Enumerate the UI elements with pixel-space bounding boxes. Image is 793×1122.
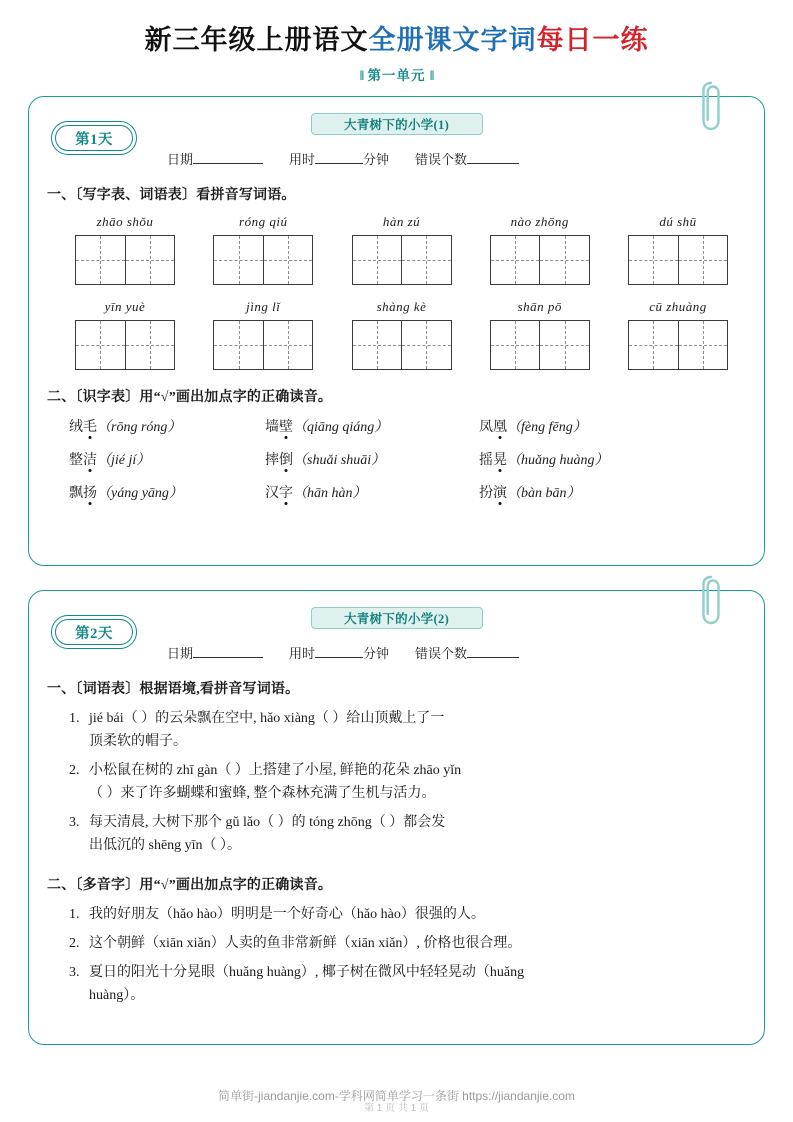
errors-label-1: 错误个数 <box>415 152 468 167</box>
reading-choice-grid <box>47 416 746 502</box>
context-fill-list <box>47 707 746 858</box>
pinyin-label: hàn zú <box>382 214 421 229</box>
time-field-2[interactable] <box>289 643 389 662</box>
section-bracket-1-2: 〔识字表〕 <box>75 390 140 405</box>
day-badge-label-2: 第2天 <box>55 619 133 645</box>
unit-bar-left-icon: ‖ <box>359 68 364 83</box>
pinyin-cell <box>203 299 323 370</box>
choice-word-dotted: 壁 <box>279 420 293 435</box>
pinyin-label: róng qiú <box>239 214 288 229</box>
section-text-2-2: 用“√”画出加点字的正确读音。 <box>139 877 333 893</box>
section-heading-1-2 <box>47 386 746 406</box>
date-field-2[interactable] <box>167 643 263 662</box>
question-item[interactable] <box>69 903 746 926</box>
choice-item[interactable] <box>479 482 746 502</box>
time-blank-2[interactable] <box>315 645 363 658</box>
choice-options[interactable]: （rōng róng） <box>97 420 182 435</box>
day-badge-2 <box>51 615 137 649</box>
question-number: 1. <box>69 906 80 922</box>
date-blank-1[interactable] <box>193 151 263 164</box>
question-line-2: huàng）。 <box>89 987 145 1003</box>
pinyin-cell <box>618 299 738 370</box>
choice-options[interactable]: （jié jí） <box>97 453 151 468</box>
errors-blank-2[interactable] <box>467 645 519 658</box>
choice-item[interactable] <box>265 482 479 502</box>
pinyin-cell <box>480 214 600 285</box>
lesson-title-pill-2: 大青树下的小学(2) <box>311 607 483 629</box>
choice-word-dotted: 字 <box>279 486 293 501</box>
pinyin-cell <box>342 299 462 370</box>
date-label-2: 日期 <box>167 646 194 661</box>
day-badge-label-1: 第1天 <box>55 125 133 151</box>
page-title <box>0 18 793 57</box>
question-item[interactable] <box>69 932 746 955</box>
meta-row-1 <box>47 149 746 168</box>
section-text-2-1: 根据语境,看拼音写词语。 <box>139 682 300 697</box>
choice-word-dotted: 洁 <box>83 453 97 468</box>
question-number: 3. <box>69 815 80 831</box>
choice-word-dotted: 扬 <box>83 486 97 501</box>
tianzige-box[interactable] <box>490 320 590 370</box>
tianzige-box[interactable] <box>75 235 175 285</box>
section-bracket-2-1: 〔词语表〕 <box>75 682 140 697</box>
tianzige-box[interactable] <box>213 235 313 285</box>
question-line-2: 出低沉的 shēng yīn（ ）。 <box>89 838 242 854</box>
unit-heading <box>0 64 793 84</box>
time-label-2: 用时 <box>289 646 316 661</box>
question-item[interactable] <box>69 707 746 753</box>
pinyin-label: dú shū <box>659 214 697 229</box>
question-line-1: 夏日的阳光十分晃眼（huǎng huàng）, 椰子树在微风中轻轻晃动（huǎng <box>89 964 525 980</box>
footer-watermark: 简单街-jiandanjie.com-学科网简单学习一条街 https://jiandanjie.com <box>218 1089 575 1103</box>
time-label-1: 用时 <box>289 152 316 167</box>
section-text-1-1: 看拼音写词语。 <box>196 188 296 203</box>
pinyin-cell <box>480 299 600 370</box>
question-line-2: （ ）来了许多蝴蝶和蜜蜂, 整个森林充满了生机与活力。 <box>89 786 436 802</box>
minute-label-2: 分钟 <box>363 646 390 661</box>
choice-item[interactable] <box>69 482 265 502</box>
meta-row-2 <box>47 643 746 662</box>
question-item[interactable] <box>69 961 746 1007</box>
choice-word: 整 <box>69 453 83 468</box>
choice-item[interactable] <box>69 416 265 436</box>
time-blank-1[interactable] <box>315 151 363 164</box>
question-body: 我的好朋友（hǎo hào）明明是一个好奇心（hǎo hào）很强的人。 <box>89 906 485 922</box>
pinyin-cell <box>65 214 185 285</box>
date-field-1[interactable] <box>167 149 263 168</box>
pinyin-label: shān pō <box>517 299 562 314</box>
pinyin-label: zhāo shǒu <box>96 214 154 229</box>
date-label-1: 日期 <box>167 152 194 167</box>
question-body: 这个朝鲜（xiān xiǎn）人卖的鱼非常新鲜（xiān xiǎn）, 价格也很合理。 <box>89 935 522 951</box>
tianzige-box[interactable] <box>75 320 175 370</box>
question-body <box>89 707 746 753</box>
section-index-2-1: 一、 <box>47 682 76 697</box>
pinyin-label: nào zhōng <box>510 214 569 229</box>
time-field-1[interactable] <box>289 149 389 168</box>
question-number: 1. <box>69 711 80 726</box>
minute-label-1: 分钟 <box>363 152 390 167</box>
pinyin-label: shàng kè <box>376 299 427 314</box>
pinyin-label: yīn yuè <box>104 299 146 314</box>
question-line-1: jié bái（ ）的云朵飘在空中, hǎo xiàng（ ）给山顶戴上了一 <box>89 711 445 726</box>
question-line-2: 顶柔软的帽子。 <box>89 734 187 750</box>
choice-word-dotted: 毛 <box>83 420 97 435</box>
pinyin-cell <box>65 299 185 370</box>
tianzige-box[interactable] <box>490 235 590 285</box>
title-segment-blue: 全册课文字词 <box>368 25 537 55</box>
choice-word: 飘 <box>69 486 83 501</box>
question-item[interactable] <box>69 759 746 805</box>
pinyin-row-2 <box>47 299 746 370</box>
choice-options[interactable]: （fèng fēng） <box>507 420 587 435</box>
choice-options[interactable]: （huǎng huàng） <box>507 453 609 468</box>
section-bracket-1-1: 〔写字表、词语表〕 <box>75 188 197 203</box>
question-item[interactable] <box>69 811 746 857</box>
choice-options[interactable]: （shuǎi shuāi） <box>293 453 386 468</box>
choice-word: 汉 <box>265 486 279 501</box>
title-segment-red: 每日一练 <box>536 25 649 55</box>
section-heading-2-2 <box>47 874 746 894</box>
choice-item[interactable] <box>265 416 479 436</box>
unit-bar-right-icon: ‖ <box>429 68 434 83</box>
choice-word: 墙 <box>265 420 279 435</box>
page-number: 第 1 页 共 1 页 <box>363 1103 429 1114</box>
question-line-1: 小松鼠在树的 zhī gàn（ ）上搭建了小屋, 鲜艳的花朵 zhāo yǐn <box>89 763 462 779</box>
title-segment-black: 新三年级上册语文 <box>144 25 369 55</box>
question-line-1: 每天清晨, 大树下那个 gǔ lǎo（ ）的 tóng zhōng（ ）都会发 <box>89 815 446 831</box>
question-number: 3. <box>69 964 80 980</box>
choice-options[interactable]: （hān hàn） <box>293 486 367 501</box>
section-index-1-2: 二、 <box>47 390 76 405</box>
section-heading-2-1 <box>47 678 746 698</box>
tianzige-box[interactable] <box>628 320 728 370</box>
choice-word-dotted: 演 <box>493 486 507 501</box>
question-number: 2. <box>69 935 80 951</box>
section-bracket-2-2: 〔多音字〕 <box>75 877 140 893</box>
question-body <box>89 759 746 805</box>
choice-word: 绒 <box>69 420 83 435</box>
tianzige-box[interactable] <box>628 235 728 285</box>
choice-item[interactable] <box>479 449 746 469</box>
pinyin-label: cū zhuàng <box>649 299 707 314</box>
unit-label: 第一单元 <box>367 68 426 83</box>
choice-word-dotted: 凰 <box>493 420 507 435</box>
choice-word-dotted: 晃 <box>493 453 507 468</box>
tianzige-box[interactable] <box>352 320 452 370</box>
tianzige-box[interactable] <box>213 320 313 370</box>
choice-options[interactable]: （bàn bān） <box>507 486 581 501</box>
errors-blank-1[interactable] <box>467 151 519 164</box>
choice-word: 摔 <box>265 453 279 468</box>
choice-word-dotted: 倒 <box>279 453 293 468</box>
errors-field-1[interactable] <box>415 149 519 168</box>
choice-item[interactable] <box>69 449 265 469</box>
section-heading-1-1 <box>47 184 746 204</box>
choice-word: 扮 <box>479 486 493 501</box>
choice-word: 凤 <box>479 420 493 435</box>
question-body <box>89 811 746 857</box>
section-text-1-2: 用“√”画出加点字的正确读音。 <box>139 390 333 405</box>
choice-options[interactable]: （qiāng qiáng） <box>293 420 389 435</box>
choice-word: 摇 <box>479 453 493 468</box>
worksheet-card-day2 <box>28 590 765 1045</box>
pinyin-cell <box>618 214 738 285</box>
section-index-2-2: 二、 <box>47 877 76 893</box>
page-header <box>0 0 793 84</box>
pinyin-row-1 <box>47 214 746 285</box>
day-badge-1 <box>51 121 137 155</box>
choice-item[interactable] <box>479 416 746 436</box>
question-number: 2. <box>69 763 80 779</box>
pinyin-writing-grid <box>47 214 746 370</box>
pinyin-label: jìng lǐ <box>246 299 281 314</box>
worksheet-card-day1 <box>28 96 765 566</box>
choice-item[interactable] <box>265 449 479 469</box>
polyphone-choice-list <box>47 903 746 1007</box>
date-blank-2[interactable] <box>193 645 263 658</box>
choice-options[interactable]: （yáng yāng） <box>97 486 183 501</box>
tianzige-box[interactable] <box>352 235 452 285</box>
section-index-1-1: 一、 <box>47 188 76 203</box>
question-body <box>89 961 746 1007</box>
pinyin-cell <box>203 214 323 285</box>
lesson-title-pill-1: 大青树下的小学(1) <box>311 113 483 135</box>
errors-field-2[interactable] <box>415 643 519 662</box>
paperclip-icon <box>700 574 722 626</box>
paperclip-icon <box>700 80 722 132</box>
pinyin-cell <box>342 214 462 285</box>
errors-label-2: 错误个数 <box>415 646 468 661</box>
